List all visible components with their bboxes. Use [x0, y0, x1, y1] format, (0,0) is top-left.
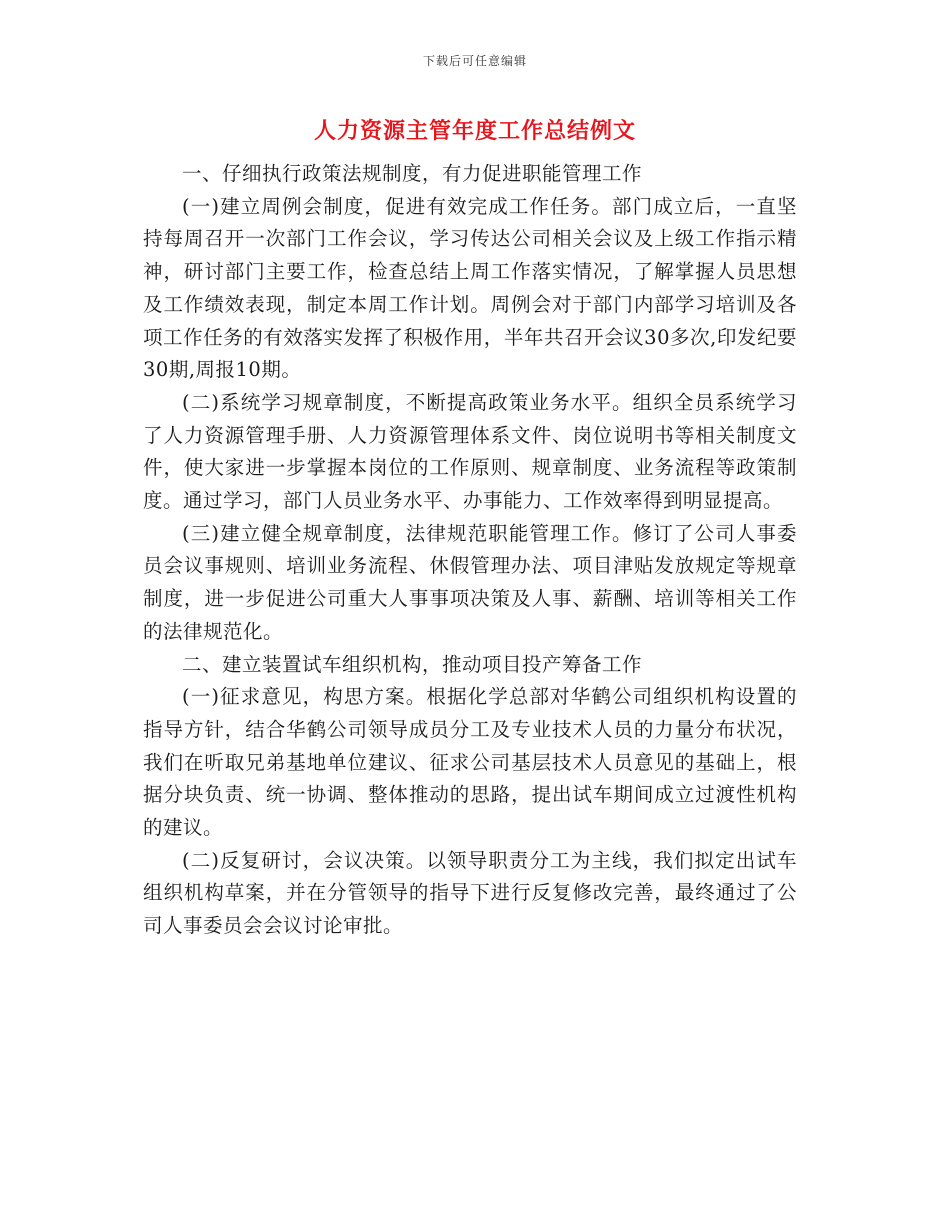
paragraph-2-2: (二)反复研讨，会议决策。以领导职责分工为主线，我们拟定出试车组织机构草案，并在分管领导的指导下进行反复修改完善，最终通过了公司人事委员会会议讨论审批。 — [143, 848, 797, 938]
document-body — [143, 158, 797, 943]
section-heading-1: 一、仔细执行政策法规制度，有力促进职能管理工作 — [182, 162, 643, 185]
paragraph-1-3: (三)建立健全规章制度，法律规范职能管理工作。修订了公司人事委员会议事规则、培训业务流程、休假管理办法、项目津贴发放规定等规章制度，进一步促进公司重大人事事项决策及人事、薪酬、培训等相关工作的法律规范化。 — [143, 521, 797, 643]
paragraph-2-1: (一)征求意见，构思方案。根据化学总部对华鹤公司组织机构设置的指导方针，结合华鹤公司领导成员分工及专业技术人员的力量分布状况，我们在听取兄弟基地单位建议、征求公司基层技术人员意见的基础上，根据分块负责、统一协调、整体推动的思路，提出试车期间成立过渡性机构的建议。 — [143, 685, 797, 840]
document-title: 人力资源主管年度工作总结例文 — [313, 118, 636, 144]
paragraph-1-2: (二)系统学习规章制度，不断提高政策业务水平。组织全员系统学习了人力资源管理手册、人力资源管理体系文件、岗位说明书等相关制度文件，使大家进一步掌握本岗位的工作原则、规章制度、业务流程等政策制度。通过学习，部门人员业务水平、办事能力、工作效率得到明显提高。 — [143, 390, 797, 513]
header-note: 下载后可任意编辑 — [422, 54, 527, 68]
paragraph-1-1: (一)建立周例会制度，促进有效完成工作任务。部门成立后，一直坚持每周召开一次部门工作会议，学习传达公司相关会议及上级工作指示精神，研讨部门主要工作，检查总结上周工作落实情况，了解掌握人员思想及工作绩效表现，制定本周工作计划。周例会对于部门内部学习培训及各项工作任务的有效落实发挥了积极作用，半年共召开会议30多次,印发纪要30期,周报10期。 — [143, 194, 797, 382]
section-heading-2: 二、建立装置试车组织机构，推动项目投产筹备工作 — [182, 652, 643, 676]
